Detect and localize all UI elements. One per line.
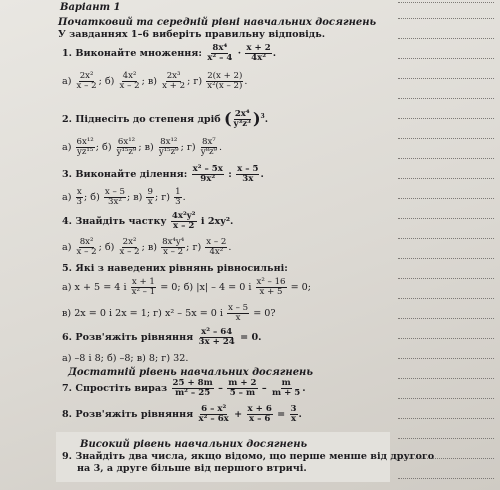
answer-line [398, 298, 494, 299]
task-8: 8. Розв'яжіть рівняння $\frac{\text{6 – x²}}{\text{x² – 6x}}$ + $\frac{x + 6}{x - 6}$ = $\frac{3}{x}$ . [62, 404, 302, 425]
answer-line [398, 138, 494, 139]
answer-line [398, 478, 494, 479]
task-4-options: а) $\frac{\text{8x²}}{x - 2}$ ; б) $\frac{\text{2x²}}{x - 2}$ ; в) $\frac{\text{8x⁴y⁴}}{x - 2}$ ; г) $\frac{x - 2}{\text{4x²}}$ . [62, 237, 232, 258]
task-3-options: а) $\frac{x}{3}$ ; б) $\frac{x - 5}{\text{3x²}}$ ; в) $\frac{9}{x}$ ; г) $\frac{1}{3}$ . [62, 187, 186, 208]
task-5-row1: а) x + 5 = 4 і $\frac{x + 1}{\text{x² – 1}}$ = 0; б) |x| – 4 = 0 і $\frac{\text{x² – 16}}{x + 5}$ = 0; [62, 277, 312, 298]
task-1: 1. Виконайте множення: $\frac{\text{8x⁴}}{\text{x² – 4}}$ · $\frac{x + 2}{\text{4x²}}$ . [62, 43, 277, 64]
task-6: 6. Розв'яжіть рівняння $\frac{\text{x² – 64}}{3x + 24}$ = 0. [62, 327, 262, 348]
variant-title: Варіант 1 [60, 2, 121, 13]
task-num: 1. [62, 48, 73, 60]
answer-line [398, 378, 494, 379]
task-1-options: а) $\frac{\text{2x²}}{x - 2}$ ; б) $\frac{\text{4x²}}{x - 2}$ ; в) $\frac{\text{2x³}}{x + 2}$ ; г) $\frac{2(x + 2)}{\text{x²(x – 2)}}$ . [62, 71, 248, 92]
answer-line [398, 2, 494, 3]
level3-heading: Високий рівень навчальних досягнень [80, 439, 308, 450]
fraction: $\frac{x + 2}{\text{4x²}}$ [246, 43, 271, 64]
answer-line [398, 78, 494, 79]
answer-line [398, 18, 494, 19]
answer-line [398, 358, 494, 359]
task-9: 9. Знайдіть два числа, якщо відомо, що перше менше від другого [62, 451, 435, 462]
answer-line [398, 318, 494, 319]
answer-line [398, 398, 494, 399]
task-text: Виконайте множення: [75, 48, 202, 60]
answer-line [398, 118, 494, 119]
answer-line [398, 218, 494, 219]
answer-line [398, 338, 494, 339]
task-3: 3. Виконайте ділення: $\frac{\text{x² – 5x}}{\text{9x²}}$ : $\frac{x - 5}{3x}$ . [62, 164, 264, 185]
answer-line [398, 58, 494, 59]
level2-heading: Достатній рівень навчальних досягнень [68, 367, 313, 378]
answer-line [398, 258, 494, 259]
task-6-options: а) –8 і 8; б) –8; в) 8; г) 32. [62, 353, 189, 364]
task-5-row2: в) 2x = 0 і 2x = 1; г) x² – 5x = 0 і $\frac{x - 5}{x}$ = 0? [62, 303, 276, 324]
task-2-options: а) $\frac{\text{6x¹²}}{\text{yz¹⁵}}$ ; б) $\frac{\text{6x¹²}}{\text{y¹⁵z⁹}}$ ; в) $\frac{\text{8x¹²}}{\text{y¹⁵z⁹}}$ ; г) $\frac{\text{8x⁷}}{\text{y⁸z⁹}}$ . [62, 137, 223, 158]
task-2: 2. Піднесіть до степеня дріб ( $\frac{\text{2x⁴}}{\text{y³z³}}$ )$^3$. [62, 109, 269, 130]
answer-line [398, 278, 494, 279]
task-4: 4. Знайдіть частку $\frac{\text{4x²y²}}{x - 2}$ і 2xy². [62, 211, 234, 232]
task-5: 5. Які з наведених рівнянь рівносильні: [62, 263, 288, 274]
answer-line [398, 438, 494, 439]
level1-heading: Початковий та середній рівні навчальних досягнень [58, 17, 377, 28]
answer-line [398, 158, 494, 159]
answer-line [398, 38, 494, 39]
task-7: 7. Спростіть вираз $\frac{25 + 8m}{\text{m² – 25}}$ – $\frac{m + 2}{5 - m}$ – $\frac{m}{m + 5}$ . [62, 378, 306, 399]
answer-line [398, 178, 494, 179]
answer-line [398, 418, 494, 419]
task-9-line2: на 3, а друге більше від першого втричі. [77, 463, 307, 474]
instruction: У завданнях 1–6 виберіть правильну відповідь. [58, 29, 326, 40]
answer-line [398, 198, 494, 199]
fraction: $\frac{\text{8x⁴}}{\text{x² – 4}}$ [207, 43, 233, 64]
answer-line [398, 98, 494, 99]
answer-line [398, 238, 494, 239]
